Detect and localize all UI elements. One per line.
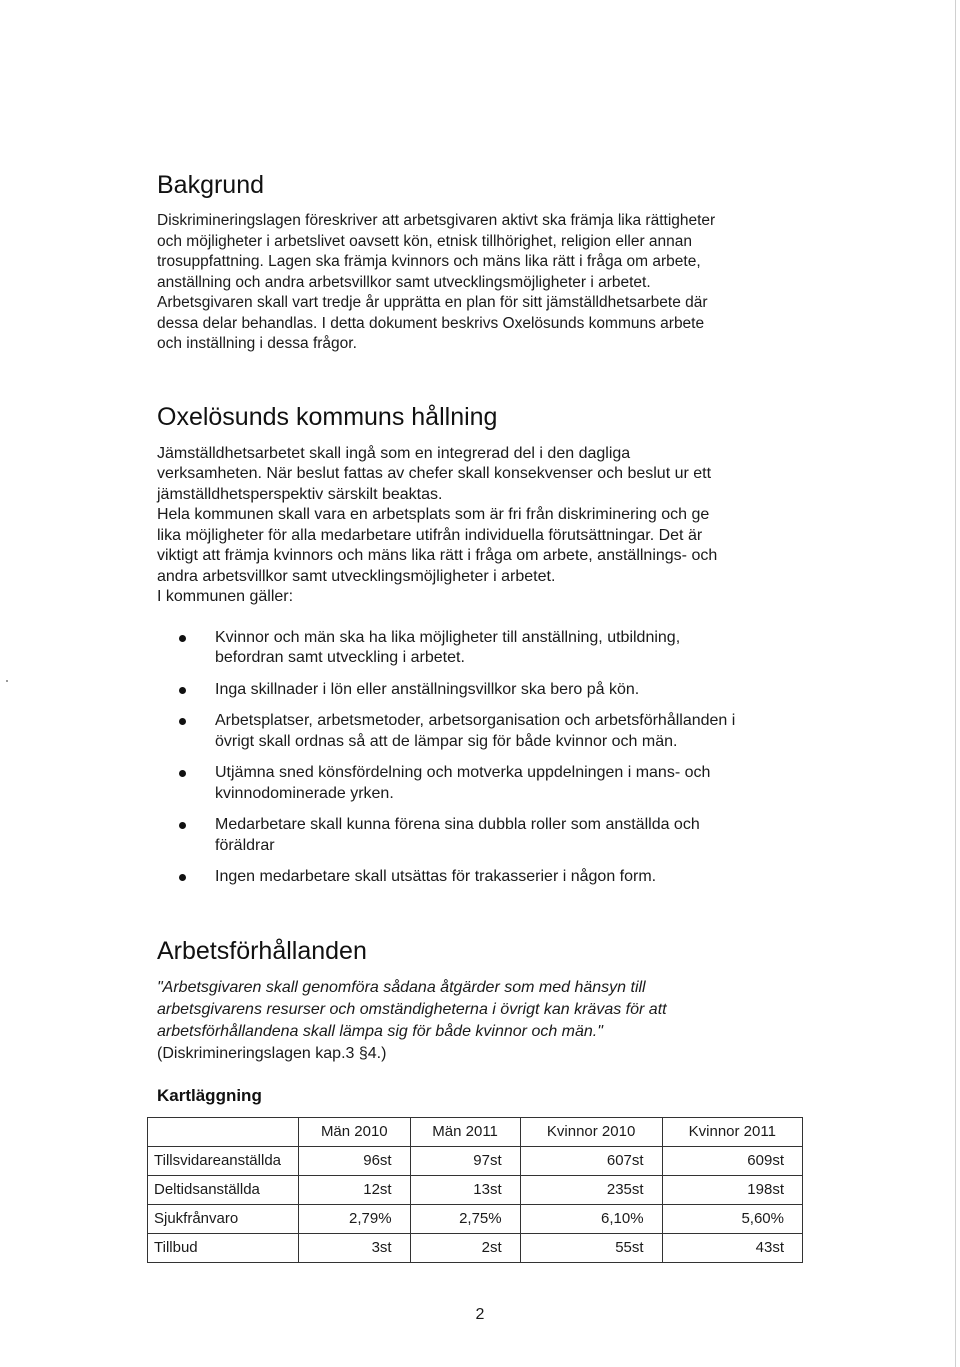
bullet-text: kvinnodominerade yrken. bbox=[215, 784, 394, 802]
section-kartlaggning bbox=[154, 1085, 807, 1263]
bullet-item bbox=[157, 711, 807, 752]
text-line: Diskrimineringslagen föreskriver att arbetsgivaren aktivt ska främja lika rättigheter bbox=[157, 212, 716, 229]
heading-bakgrund: Bakgrund bbox=[157, 171, 265, 199]
table-row-label: Tillsvidareanställda bbox=[148, 1146, 299, 1175]
heading-arbetsforhallanden: Arbetsförhållanden bbox=[157, 936, 367, 965]
bullet-text: Arbetsplatser, arbetsmetoder, arbetsorganisation och arbetsförhållanden i bbox=[215, 712, 736, 729]
table-row bbox=[148, 1175, 803, 1204]
table-cell: 235st bbox=[520, 1175, 662, 1204]
bullet-text: Kvinnor och män ska ha lika möjligheter till anställning, utbildning, bbox=[215, 628, 681, 646]
table-cell: 2st bbox=[410, 1233, 520, 1262]
section-hallning bbox=[157, 402, 807, 888]
bullet-text: Utjämna sned könsfördelning och motverka uppdelningen i mans- och bbox=[215, 764, 711, 781]
quote-line: arbetsförhållandena skall lämpa sig för både kvinnor och män." bbox=[157, 1022, 603, 1040]
scan-edge-line bbox=[955, 0, 956, 1367]
bullet-dot-icon bbox=[179, 718, 186, 725]
table-cell: 5,60% bbox=[662, 1204, 802, 1233]
text-line: dessa delar behandlas. I detta dokument beskrivs Oxelösunds kommuns arbete bbox=[157, 314, 705, 332]
table-cell: 96st bbox=[299, 1146, 411, 1175]
table-cell: 97st bbox=[410, 1146, 520, 1175]
quote-line: arbetsgivarens resurser och omständigheterna i övrigt kan krävas för att bbox=[157, 1000, 667, 1018]
bullet-text: Inga skillnader i lön eller anställningsvillkor ska bero på kön. bbox=[215, 680, 640, 698]
law-quote bbox=[157, 977, 807, 1043]
table-cell: 607st bbox=[520, 1146, 662, 1175]
table-row-label: Sjukfrånvaro bbox=[148, 1204, 299, 1233]
bullet-item bbox=[157, 763, 807, 804]
heading-hallning: Oxelösunds kommuns hållning bbox=[157, 402, 498, 431]
text-line: Jämställdhetsarbetet skall ingå som en integrerad del i den dagliga bbox=[157, 444, 631, 462]
paragraph-bakgrund bbox=[157, 211, 807, 355]
table-cell: 3st bbox=[299, 1233, 411, 1262]
text-line: viktigt att främja kvinnors och mäns lika rätt i fråga om arbete, anställnings- och bbox=[157, 547, 718, 564]
bullet-text: övrigt skall ordnas så att de lämpar sig för både kvinnor och män. bbox=[215, 732, 678, 750]
table-cell: 198st bbox=[662, 1175, 802, 1204]
text-line: andra arbetsvillkor samt utvecklingsmöjligheter i arbetet. bbox=[157, 567, 556, 585]
page-number: 2 bbox=[475, 1306, 485, 1323]
table-cell: 13st bbox=[410, 1175, 520, 1204]
table-row-label: Tillbud bbox=[148, 1233, 299, 1262]
bullet-dot-icon bbox=[179, 874, 186, 881]
table-row bbox=[148, 1204, 803, 1233]
bullet-dot-icon bbox=[179, 822, 186, 829]
bullet-dot-icon bbox=[179, 635, 186, 642]
table-cell: 12st bbox=[299, 1175, 411, 1204]
bullet-list bbox=[157, 628, 807, 888]
bullet-item bbox=[157, 680, 807, 701]
text-line: trosuppfattning. Lagen ska främja kvinnors och mäns lika rätt i fråga om arbete, bbox=[157, 253, 701, 270]
bullet-dot-icon bbox=[179, 770, 186, 777]
text-line: och inställning i dessa frågor. bbox=[157, 335, 357, 352]
bullet-item bbox=[157, 628, 807, 669]
page-content bbox=[154, 170, 807, 1263]
bullet-dot-icon bbox=[179, 687, 186, 694]
bullet-text: befordran samt utveckling i arbetet. bbox=[215, 649, 465, 666]
table-cell: 55st bbox=[520, 1233, 662, 1262]
text-line: Arbetsgivaren skall vart tredje år upprätta en plan för sitt jämställdhetsarbete där bbox=[157, 294, 708, 311]
text-line: anställning och andra arbetsvillkor samt utvecklingsmöjligheter i arbetet. bbox=[157, 273, 651, 291]
table-row bbox=[148, 1233, 803, 1262]
table-row-label: Deltidsanställda bbox=[148, 1175, 299, 1204]
table-cell: 609st bbox=[662, 1146, 802, 1175]
table-header-cell: Kvinnor 2010 bbox=[520, 1117, 662, 1146]
text-line: jämställdhetsperspektiv särskilt beaktas. bbox=[157, 485, 443, 503]
bullet-text: Medarbetare skall kunna förena sina dubbla roller som anställda och bbox=[215, 816, 700, 833]
bullet-text: Ingen medarbetare skall utsättas för trakasserier i någon form. bbox=[215, 868, 657, 885]
bullet-item bbox=[157, 867, 807, 888]
text-line: I kommunen gäller: bbox=[157, 588, 294, 605]
bullet-text: föräldrar bbox=[215, 836, 275, 854]
paragraph-hallning bbox=[157, 444, 807, 608]
table-header-cell: Män 2010 bbox=[299, 1117, 411, 1146]
text-line: verksamheten. När beslut fattas av chefer skall konsekvenser och beslut ur ett bbox=[157, 465, 712, 482]
table-cell: 43st bbox=[662, 1233, 802, 1262]
table-row bbox=[148, 1146, 803, 1175]
table-cell: 2,79% bbox=[299, 1204, 411, 1233]
table-cell: 2,75% bbox=[410, 1204, 520, 1233]
scan-mark bbox=[6, 680, 8, 682]
law-citation: (Diskrimineringslagen kap.3 §4.) bbox=[157, 1044, 387, 1062]
text-line: lika möjligheter för alla medarbetare utifrån individuella förutsättningar. Det är bbox=[157, 526, 703, 544]
text-line: och möjligheter i arbetslivet oavsett kön, etnisk tillhörighet, religion eller annan bbox=[157, 232, 693, 250]
heading-kartlaggning: Kartläggning bbox=[157, 1085, 262, 1105]
table-header-cell bbox=[148, 1117, 299, 1146]
survey-table bbox=[147, 1117, 803, 1263]
text-line: Hela kommunen skall vara en arbetsplats som är fri från diskriminering och ge bbox=[157, 506, 710, 523]
table-header-cell: Kvinnor 2011 bbox=[662, 1117, 802, 1146]
table-cell: 6,10% bbox=[520, 1204, 662, 1233]
section-arbetsforhallanden bbox=[157, 936, 807, 1065]
table-header-row bbox=[148, 1117, 803, 1146]
table-header-cell: Män 2011 bbox=[410, 1117, 520, 1146]
bullet-item bbox=[157, 815, 807, 856]
quote-line: "Arbetsgivaren skall genomföra sådana åtgärder som med hänsyn till bbox=[157, 978, 646, 996]
section-bakgrund bbox=[157, 170, 807, 355]
